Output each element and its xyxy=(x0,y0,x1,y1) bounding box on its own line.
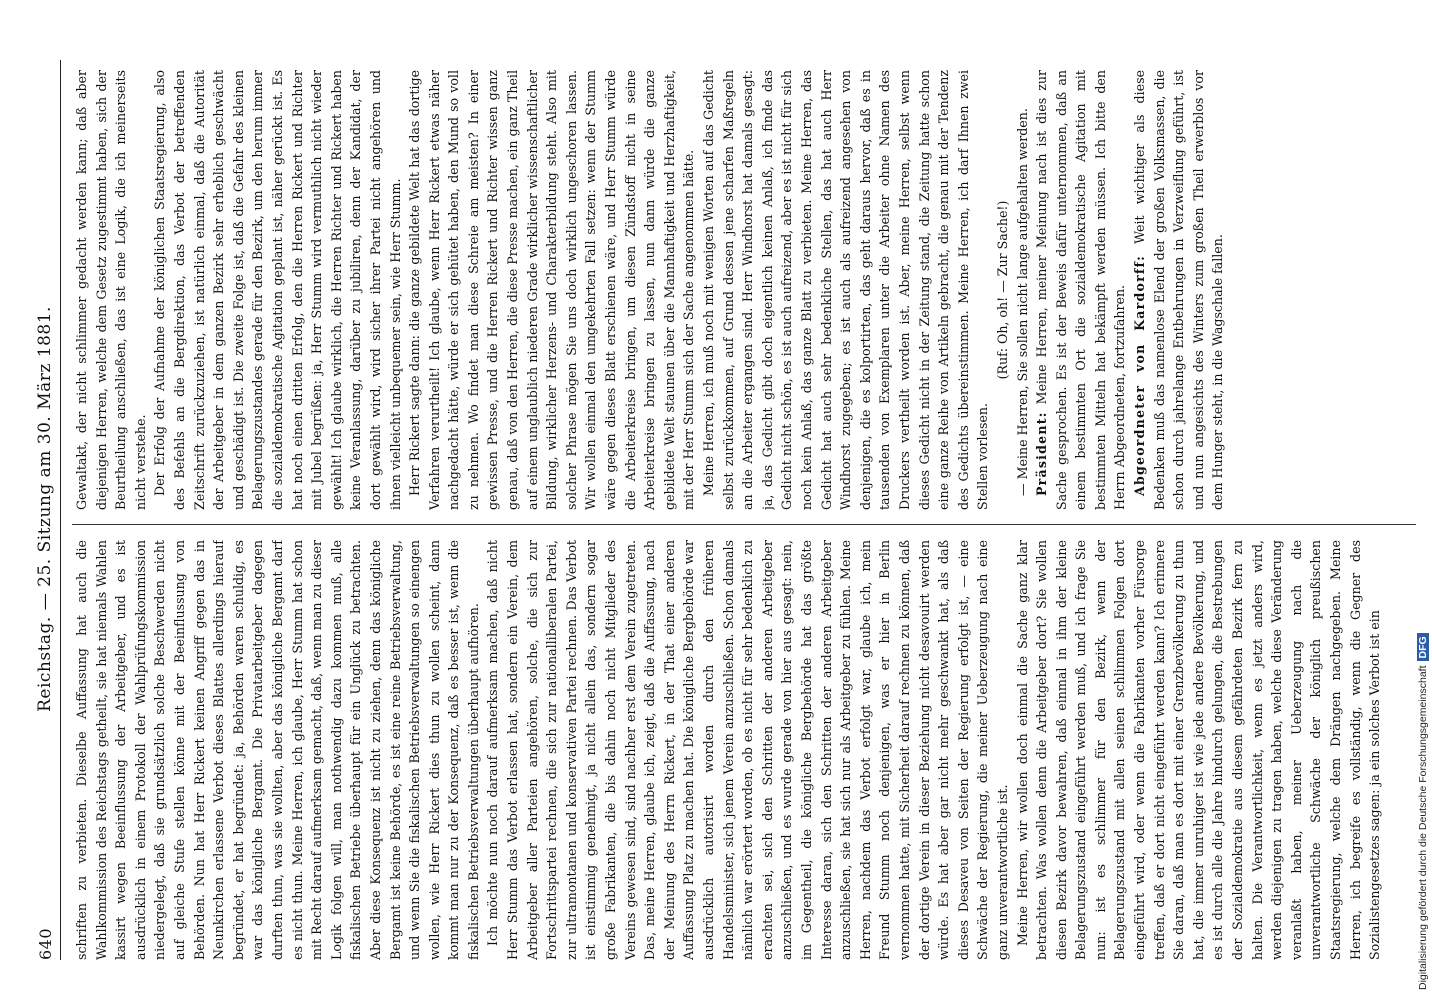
page-title: Reichstag. — 25. Sitzung am 30. März 1881. xyxy=(35,306,55,712)
paragraph: Der Erfolg der Aufnahme der königlichen Staatsregierung, also des Befehls an die Bergdirektion, das Verbot der betreffenden Zeitschrift zurückzuziehen, ist natürlich einmal, daß die Autorität der Arbeitgeber in dem ganzen Bezirk sehr erheblich geschwächt und geschädigt ist. Die zweite Folge ist, daß die Gefahr des kleinen Belagerungszustandes gerade für den Bezirk, um den herum immer die sozialdemokratische Agitation geplant ist, näher gerückt ist. Es hat noch einen dritten Erfolg, den die Herren Rickert und Richter mit Jubel begrüßen: ja, Herr Stumm wird vermuthlich nicht wieder gewählt! Ich glaube wirklich, die Herren Richter und Rickert haben keine Veranlassung, darüber zu jubiliren, denn der Kandidat, der dort gewählt wird, wird sicher ihrer Partei nicht angehören und ihnen vielleicht unbequemer sein, wie Herr Stumm. xyxy=(152,70,403,510)
paragraph: Meine Herren, ich muß noch mit wenigen Worten auf das Gedicht selbst zurückkommen, auf Grund dessen jene scharfen Maßregeln an die Arbeiter ergangen sind. Herr Windhorst hat damals gesagt: ja, das Gedicht gibt doch eigentlich keinen Anlaß, ich finde das Gedicht nicht schön, es ist auch aufreizend, aber es ist nicht für sich noch kein Anlaß, das ganze Blatt zu verbieten. Meine Herren, das Gedicht hat auch sehr bedenkliche Stellen, das hat auch Herr Windhorst zugegeben; es ist auch als aufreizend angesehen von denjenigen, die es kolportirten, das geht daraus hervor, daß es in tausenden von Exemplaren unter die Arbeiter ohne Namen des Druckers vertheilt worden ist. Aber, meine Herren, selbst wenn dieses Gedicht nicht in der Zeitung stand, die Zeitung hatte schon eine ganze Reihe von Artikeln gebracht, die genau mit der Tendenz des Gedichts übereinstimmen. Meine Herren, ich darf Ihnen zwei Stellen vorlesen. xyxy=(701,70,991,510)
paragraph-text: Weit wichtiger als diese Bedenken muß das namenlose Elend der großen Volksmassen, die schon durch jahrelange Entbehrungen in Verzweiflung geführt, ist und nun angesichts des Winters zum großen Theil erwerblos vor dem Hunger steht, in die Wagschale fallen. xyxy=(1132,70,1226,510)
right-column xyxy=(72,70,1422,510)
paragraph: Meine Herren, wir wollen doch einmal die Sache ganz klar betrachten. Was wollen denn die Arbeitgeber dort? Sie wollen diesen Bezirk davor bewahren, daß einmal in ihm der kleine Belagerungszustand eingeführt werden muß, und ich frage Sie nun: ist es schlimmer für den Bezirk, wenn der Belagerungszustand mit allen seinen schlimmen Folgen dort eingeführt wird, oder wenn die Fabrikanten vorher Fürsorge treffen, daß er dort nicht eingeführt werden kann? Ich erinnere Sie daran, daß man es dort mit einer Grenzbevölkerung zu thun hat, die immer unruhiger ist wie jede andere Bevölkerung, und es ist durch alle die Jahre hindurch gelungen, die Bestrebungen der Sozialdemokratie aus diesem gefährdeten Bezirk fern zu halten. Die Verantwortlichkeit, wenn es jetzt anders wird, werden diejenigen zu tragen haben, welche diese Veränderung veranlaßt haben, meiner Ueberzeugung nach die unverantwortliche Schwäche der königlich preußischen Staatsregierung, welche dem Drängen nachgegeben. Meine Herren, ich begreife es vollständig, wenn die Gegner des Sozialistengesetzes sagen: ja ein solches Verbot ist ein xyxy=(1014,540,1383,960)
page-number: 640 xyxy=(35,927,55,960)
paragraph-text: Meine Herren, meiner Meinung nach ist dies zur Sache gesprochen. Es ist der Beweis dafür unternommen, daß an einem bestimmten Ort die sozialdemokratische Agitation mit bestimmten Mitteln hat bekämpft werden müssen. xyxy=(1034,70,1108,510)
header-rule xyxy=(60,60,61,960)
deputy-paragraph xyxy=(1130,70,1228,510)
speaker-deputy: Abgeordneter von Kardorff: xyxy=(1132,254,1148,496)
president-paragraph xyxy=(1032,70,1130,510)
speaker-president: Präsident: xyxy=(1034,411,1050,496)
dfg-logo: DFG xyxy=(1417,633,1429,661)
paragraph: — Meine Herren, Sie sollen nicht lange aufgehalten werden. xyxy=(1014,108,1030,496)
credit-text: Digitalisierung gefördert durch die Deutsche Forschungsgemeinschaft xyxy=(1417,665,1429,990)
left-column xyxy=(72,540,1422,960)
paragraph: Gewaltakt, der nicht schlimmer gedacht werden kann; daß aber diejenigen Herren, welche dem Gesetz zugestimmt haben, sich der Beurtheilung anschließen, das ist eine Logik, die ich meinerseits nicht verstehe. xyxy=(74,70,148,510)
interjection: (Ruf: Oh, oh! — Zur Sache!) xyxy=(994,200,1010,380)
paragraph: Ich möchte nun noch darauf aufmerksam machen, daß nicht Herr Stumm das Verbot erlassen hat, sondern ein Verein, dem Arbeitgeber aller Parteien angehören, solche, die sich zur Fortschrittspartei rechnen, die sich zur nationalliberalen Partei, zur ultramontanen und konservativen Partei rechnen. Das Verbot ist einstimmig genehmigt, ja nicht allein das, sondern sogar große Fabrikanten, die bis dahin noch nicht Mitglieder des Vereins gewesen sind, sind nachher erst dem Verein zugetreten. Das, meine Herren, glaube ich, zeigt, daß die Auffassung, nach der Meinung des Herrn Rickert, in der That einer anderen Auffassung Platz zu machen hat. Die königliche Bergbehörde war ausdrücklich autorisirt worden durch den früheren Handelsminister, sich jenem Verein anzuschließen. Schon damals nämlich war erörtert worden, ob es nicht für sehr bedenklich zu erachten sei, sich den Schritten der anderen Arbeitgeber anzuschließen, und es wurde gerade von hier aus gesagt: nein, im Gegentheil, die königliche Bergbehörde hat das größte Interesse daran, sich den Schritten der anderen Arbeitgeber anzuschließen, sie hat sich nur als Arbeitgeber zu fühlen. Meine Herren, nachdem das Verbot erfolgt war, glaube ich, mein Freund Stumm noch denjenigen, was er hier in Berlin vernommen hatte, mit Sicherheit darauf rechnen zu können, daß der dortige Verein in dieser Beziehung nicht desavouirt werden würde. Es hat aber gar nicht mehr geschwankt hat, als daß dieses Desaveu von Seiten der Regierung erfolgt ist, — eine Schwäche der Regierung, die meiner Ueberzeugung nach eine ganz unverantwortliche ist. xyxy=(485,540,1010,960)
paragraph: schriften zu verbieten. Dieselbe Auffassung hat auch die Wahlkommission des Reichstags getheilt, sie hat niemals Wahlen kassirt wegen Beeinflussung der Arbeitgeber, und es ist ausdrücklich in einem Protokoll der Wahlprüfungskommission niedergelegt, daß sie grundsätzlich solche Beschwerden nicht auf gleiche Stufe stellen könne mit der Beeinflussung von Behörden. Nun hat Herr Rickert keinen Angriff gegen das in Neunkirchen erlassene Verbot dieses Blattes allerdings hierauf begründet, er hat begründet: ja, Behörden waren schuldig, es war das königliche Bergamt. Die Privatarbeitgeber dagegen durften thun, was sie wollten, aber das königliche Bergamt darf es nicht thun. Meine Herren, ich glaube, Herr Stumm hat schon mit Recht darauf aufmerksam gemacht, daß, wenn man zu dieser Logik folgen will, man nothwendig dazu kommen muß, alle fiskalischen Betriebe überhaupt für ein Unglück zu betrachten. Aber diese Konsequenz ist nicht zu ziehen, denn das königliche Bergamt ist keine Behörde, es ist eine reine Betriebsverwaltung, und wenn Sie die fiskalischen Betriebsverwaltungen so einengen wollen, wie Herr Rickert dies thun zu wollen scheint, dann kommt man nur zu der Konsequenz, daß es besser ist, wenn die fiskalischen Betriebsverwaltungen überhaupt aufhören. xyxy=(74,540,481,960)
page-header xyxy=(30,60,60,960)
paragraph-text: Ich bitte den Herrn Abgeordneten, fortzufahren. xyxy=(1092,70,1128,510)
footer-credit xyxy=(1416,0,1432,1000)
paragraph: Herr Rickert sagte dann: die ganze gebildete Welt hat das dortige Verfahren verurtheilt! Ich glaube, wenn Herr Rickert etwas näher nachgedacht hätte, würde er sich gehütet haben, den Mund so voll zu nehmen. Wo findet man diese Schreie am meisten? In einer gewissen Presse, und die Herren Rickert und Richter wissen ganz genau, daß von den Herren, die diese Presse machen, ein ganz Theil auf einem unglaublich niederen Grade wirklicher wissenschaftlicher Bildung, wirklicher Herzens- und Charakterbildung steht. Also mit solcher Phrase mögen Sie uns doch wirklich ungeschoren lassen. Wir wollen einmal den umgekehrten Fall setzen: wenn der Stumm wäre gegen dieses Blatt erschienen wäre, und Herr Stumm würde die Arbeiterkreise bringen, um diesen Zündstoff nicht in seine Arbeiterkreise bringen zu lassen, nun dann würde die ganze gebildete Welt staunen über die Mannhaftigkeit und Herzhaftigkeit, mit der Herr Stumm sich der Sache angenommen hätte. xyxy=(407,70,697,510)
column-divider xyxy=(72,524,1416,525)
